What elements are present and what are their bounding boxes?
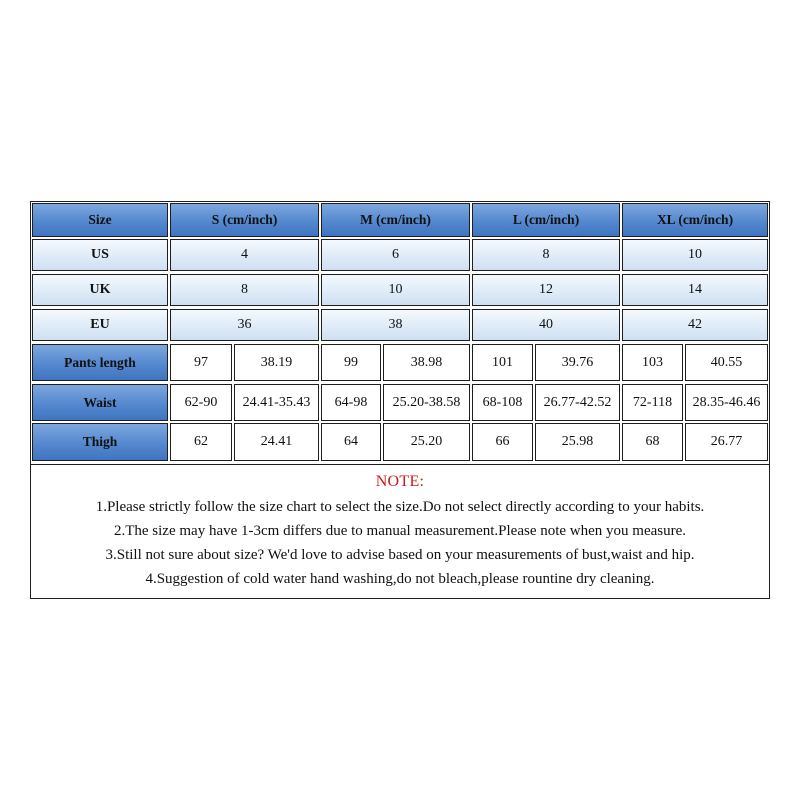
size-chart: [30, 201, 770, 599]
table-cell: 62: [170, 423, 232, 461]
note-line-3: 3.Still not sure about size? We'd love to advise based on your measurements of bust,waist and hip.: [105, 547, 695, 563]
table-cell: 66: [472, 423, 533, 461]
table-cell: 24.41-35.43: [234, 384, 319, 421]
notes-section: [31, 464, 769, 598]
table-cell: 64-98: [321, 384, 381, 421]
table-cell: 12: [472, 274, 620, 306]
row-label-eu: EU: [32, 309, 168, 341]
table-cell: 38: [321, 309, 470, 341]
table-cell: 26.77: [685, 423, 768, 461]
table-cell: 10: [622, 239, 768, 271]
table-cell: 99: [321, 344, 381, 381]
table-cell: 25.20: [383, 423, 470, 461]
table-cell: 25.20-38.58: [383, 384, 470, 421]
table-cell: 40: [472, 309, 620, 341]
header-size-label: Size: [32, 203, 168, 237]
table-cell: 28.35-46.46: [685, 384, 768, 421]
note-line-2: 2.The size may have 1-3cm differs due to manual measurement.Please note when you measure.: [113, 523, 687, 539]
row-label-pants-length: Pants length: [32, 344, 168, 381]
table-cell: 38.98: [383, 344, 470, 381]
table-cell: 42: [622, 309, 768, 341]
note-line-1: 1.Please strictly follow the size chart to select the size.Do not select directly according to your habits.: [95, 499, 705, 515]
table-cell: 8: [472, 239, 620, 271]
table-cell: 40.55: [685, 344, 768, 381]
table-cell: 103: [622, 344, 683, 381]
note-line-4: 4.Suggestion of cold water hand washing,do not bleach,please rountine dry cleaning.: [145, 571, 655, 587]
table-cell: 36: [170, 309, 319, 341]
table-cell: 38.19: [234, 344, 319, 381]
row-label-thigh: Thigh: [32, 423, 168, 461]
table-cell: 24.41: [234, 423, 319, 461]
table-cell: 8: [170, 274, 319, 306]
row-label-us: US: [32, 239, 168, 271]
row-label-waist: Waist: [32, 384, 168, 421]
table-cell: 4: [170, 239, 319, 271]
table-cell: 25.98: [535, 423, 620, 461]
table-cell: 6: [321, 239, 470, 271]
table-cell: 39.76: [535, 344, 620, 381]
header-size-l: L (cm/inch): [472, 203, 620, 237]
header-size-m: M (cm/inch): [321, 203, 470, 237]
header-size-s: S (cm/inch): [170, 203, 319, 237]
table-cell: 72-118: [622, 384, 683, 421]
note-title: NOTE:: [375, 473, 425, 490]
header-size-xl: XL (cm/inch): [622, 203, 768, 237]
table-cell: 26.77-42.52: [535, 384, 620, 421]
table-cell: 62-90: [170, 384, 232, 421]
table-cell: 10: [321, 274, 470, 306]
table-cell: 68: [622, 423, 683, 461]
row-label-uk: UK: [32, 274, 168, 306]
table-cell: 101: [472, 344, 533, 381]
table-cell: 64: [321, 423, 381, 461]
table-cell: 97: [170, 344, 232, 381]
table-cell: 68-108: [472, 384, 533, 421]
table-cell: 14: [622, 274, 768, 306]
